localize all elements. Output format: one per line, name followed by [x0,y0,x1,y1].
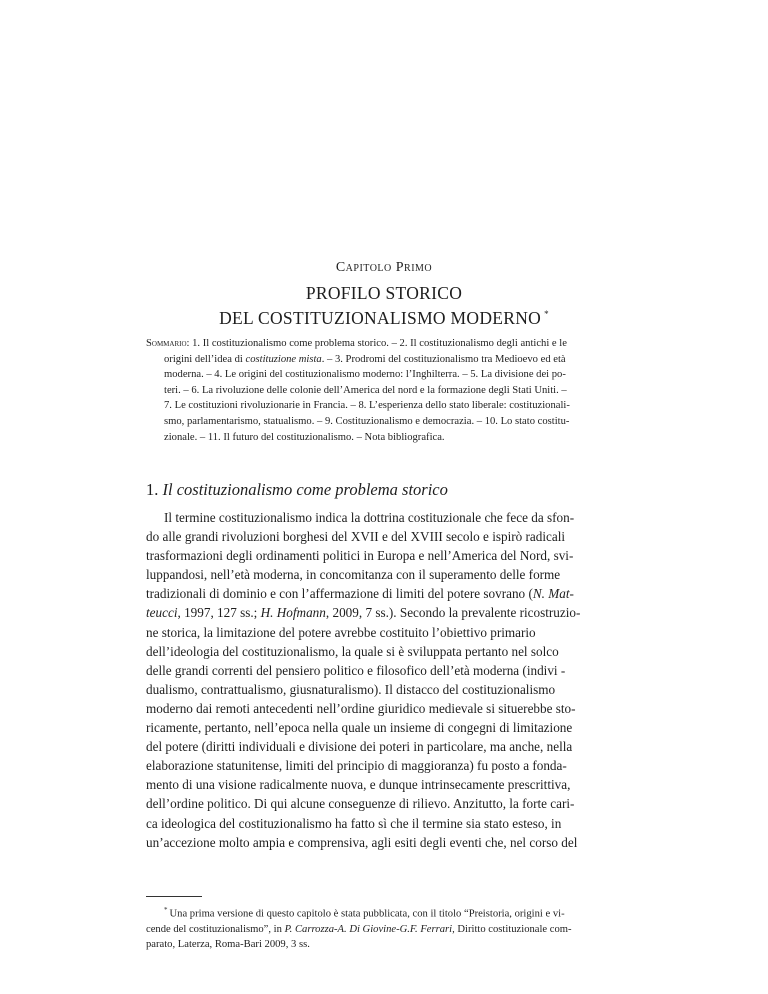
body-paragraph [146,508,632,852]
chapter-label: Capitolo Primo [335,260,433,275]
author-citation: P. Carrozza-A. Di Giovine-G.F. Ferrari, [284,923,455,935]
summary-line: 7. Le costituzioni rivoluzionarie in Francia. – 8. L’esperienza dello stato liberale: costituzionali- [164,400,570,412]
chapter-title-line-1: PROFILO STORICO [305,283,463,303]
summary-line: zionale. – 11. Il futuro del costituzionalismo. – Nota bibliografica. [164,431,445,443]
body-line: dell’ordine politico. Di qui alcune conseguenze di rilievo. Anzitutto, la forte cari- [146,796,575,812]
chapter-title [0,283,768,329]
footnote-line: parato, Laterza, Roma-Bari 2009, 3 ss. [146,939,310,951]
body-line: tradizionali di dominio e con l’affermazione di limiti del potere sovrano (N. Mat- [146,586,574,602]
body-line: moderno dai remoti antecedenti nell’ordine giuridico medievale si situerebbe sto- [146,700,576,716]
section-title: Il costituzionalismo come problema storico [162,480,448,499]
section-heading [146,480,646,500]
footnote-line: * Una prima versione di questo capitolo è stata pubblicata, con il titolo “Preistoria, origini e vi- [164,906,565,920]
body-line: ne storica, la limitazione del potere avrebbe costituito l’obiettivo primario [146,624,536,640]
summary-line: Sommario: 1. Il costituzionalismo come problema storico. – 2. Il costituzionalismo degli antichi e le [146,338,567,349]
body-line: dell’ideologia del costituzionalismo, la quale si è sviluppata pertanto nel solco [146,643,559,659]
body-line: del potere (diritti individuali e divisione dei poteri in particolare, ma anche, nella [146,739,573,755]
author-citation: N. Mat- [532,586,574,602]
section-number: 1. [146,480,159,499]
body-line: delle grandi correnti del pensiero politico e filosofico dell’età moderna (indivi - [146,662,566,678]
body-line: trasformazioni degli ordinamenti politici in Europa e nell’America del Nord, svi- [146,548,574,564]
body-line: un’accezione molto ampia e comprensiva, agli esiti degli eventi che, nel corso del [146,834,578,850]
body-line: mento di una visione radicalmente nuova, e dunque intrinsecamente prescrittiva, [146,777,571,793]
body-line: ricamente, pertanto, nell’epoca nella quale un insieme di congegni di limitazione [146,720,573,736]
body-line: luppandosi, nell’età moderna, in concomitanza con il superamento delle forme [146,567,561,583]
footnote-reference[interactable]: * [544,309,549,319]
chapter-summary [146,336,632,445]
footnote-line: cende del costituzionalismo”, in P. Carrozza-A. Di Giovine-G.F. Ferrari, Diritto costituzionale com- [146,923,572,935]
footnote [146,903,632,953]
footnote-mark: * [164,906,168,914]
summary-line: origini dell’idea di costituzione mista. – 3. Prodromi del costituzionalismo tra Medioevo ed età [164,353,566,365]
summary-line: teri. – 6. La rivoluzione delle colonie dell’America del nord e la formazione degli Stati Uniti. – [164,384,567,396]
body-line: do alle grandi rivoluzioni borghesi del XVII e del XVIII secolo e ispirò radicali [146,529,566,545]
body-line: dualismo, contrattualismo, giusnaturalismo). Il distacco del costituzionalismo [146,681,556,697]
body-line: Il termine costituzionalismo indica la dottrina costituzionale che fece da sfon- [164,510,575,525]
chapter-title-line-2: DEL COSTITUZIONALISMO MODERNO [219,307,542,328]
author-citation: teucci [146,605,178,621]
body-line: elaborazione statunitense, limiti del principio di maggioranza) fu posto a fonda- [146,758,567,774]
summary-line: smo, parlamentarismo, statualismo. – 9. Costituzionalismo e democrazia. – 10. Lo stato costitu- [164,415,570,427]
summary-label: Sommario [146,338,187,349]
footnote-divider [146,896,202,897]
body-line: teucci, 1997, 127 ss.; H. Hofmann, 2009, 7 ss.). Secondo la prevalente ricostruzio- [146,605,581,621]
summary-emphasis: costituzione mista [245,353,322,365]
body-line: ca ideologica del costituzionalismo ha fatto sì che il termine sia stato esteso, in [146,815,562,831]
summary-line: moderna. – 4. Le origini del costituzionalismo moderno: l’Inghilterra. – 5. La divisione dei po- [164,369,566,381]
author-citation: H. Hofmann [260,605,326,621]
